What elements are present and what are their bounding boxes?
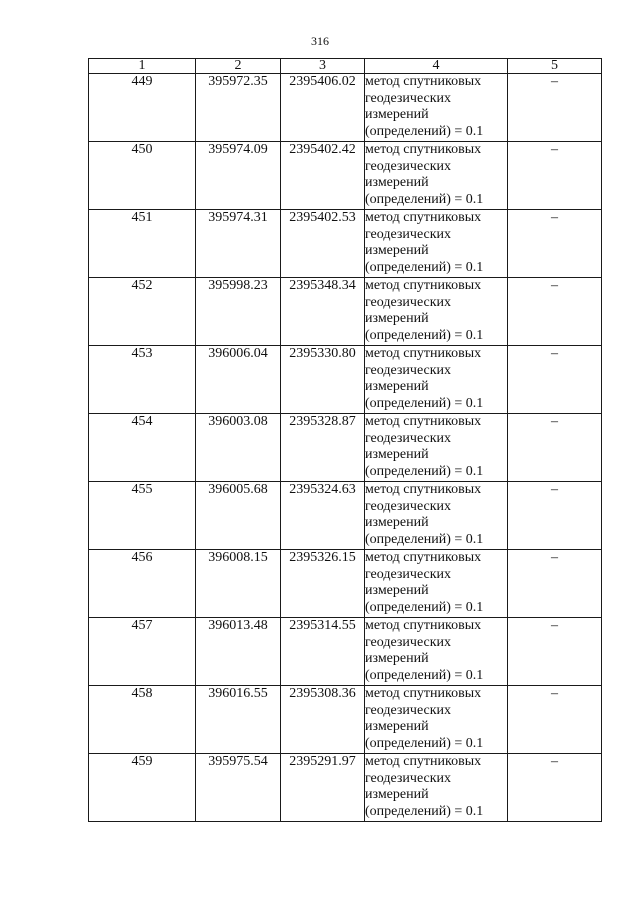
table-row (89, 142, 602, 210)
y-coordinate-cell: 2395308.36 (281, 686, 365, 754)
y-coordinate-cell: 2395324.63 (281, 482, 365, 550)
y-coordinate-cell: 2395348.34 (281, 278, 365, 346)
table-row (89, 346, 602, 414)
table-row (89, 482, 602, 550)
method-line: (определений) = 0.1 (365, 463, 484, 479)
x-coordinate-cell: 395974.09 (196, 142, 281, 210)
note-cell: – (508, 346, 602, 414)
method-cell (365, 210, 508, 278)
method-line: (определений) = 0.1 (365, 667, 484, 683)
method-line: метод спутниковых (365, 754, 482, 769)
method-line: измерений (365, 583, 429, 598)
note-cell: – (508, 686, 602, 754)
method-line: геодезических (365, 702, 452, 718)
method-line: геодезических (365, 294, 452, 310)
note-cell: – (508, 210, 602, 278)
method-line: метод спутниковых (365, 346, 482, 361)
x-coordinate-cell: 396006.04 (196, 346, 281, 414)
method-line: измерений (365, 787, 429, 802)
x-coordinate-cell: 396008.15 (196, 550, 281, 618)
point-number-cell: 457 (89, 618, 196, 686)
x-coordinate-cell: 396016.55 (196, 686, 281, 754)
method-line: (определений) = 0.1 (365, 395, 484, 411)
y-coordinate-cell: 2395402.42 (281, 142, 365, 210)
method-line: геодезических (365, 634, 452, 650)
method-line: геодезических (365, 566, 452, 582)
point-number-cell: 450 (89, 142, 196, 210)
table-row (89, 618, 602, 686)
method-line: измерений (365, 447, 429, 462)
method-line: измерений (365, 107, 429, 122)
method-line: (определений) = 0.1 (365, 803, 484, 819)
coordinates-table (88, 58, 602, 822)
method-line: (определений) = 0.1 (365, 259, 484, 275)
method-line: геодезических (365, 90, 452, 106)
note-cell: – (508, 414, 602, 482)
x-coordinate-cell: 395998.23 (196, 278, 281, 346)
column-header-1: 1 (89, 59, 196, 74)
method-line: (определений) = 0.1 (365, 599, 484, 615)
method-line: измерений (365, 175, 429, 190)
x-coordinate-cell: 396003.08 (196, 414, 281, 482)
method-line: (определений) = 0.1 (365, 735, 484, 751)
method-line: метод спутниковых (365, 618, 482, 633)
table-row (89, 210, 602, 278)
method-line: (определений) = 0.1 (365, 531, 484, 547)
method-cell (365, 686, 508, 754)
point-number-cell: 456 (89, 550, 196, 618)
note-cell: – (508, 142, 602, 210)
method-line: метод спутниковых (365, 482, 482, 497)
note-cell: – (508, 618, 602, 686)
method-cell (365, 414, 508, 482)
point-number-cell: 449 (89, 74, 196, 142)
point-number-cell: 458 (89, 686, 196, 754)
page-number: 316 (311, 34, 329, 48)
method-line: измерений (365, 651, 429, 666)
point-number-cell: 451 (89, 210, 196, 278)
method-line: метод спутниковых (365, 686, 482, 701)
method-cell (365, 618, 508, 686)
method-line: геодезических (365, 226, 452, 242)
method-line: геодезических (365, 498, 452, 514)
column-header-2: 2 (196, 59, 281, 74)
method-line: (определений) = 0.1 (365, 191, 484, 207)
method-line: геодезических (365, 158, 452, 174)
method-cell (365, 754, 508, 822)
method-cell (365, 346, 508, 414)
note-cell: – (508, 482, 602, 550)
method-line: измерений (365, 311, 429, 326)
y-coordinate-cell: 2395314.55 (281, 618, 365, 686)
y-coordinate-cell: 2395330.80 (281, 346, 365, 414)
note-cell: – (508, 754, 602, 822)
note-cell: – (508, 278, 602, 346)
table-row (89, 550, 602, 618)
method-cell (365, 74, 508, 142)
y-coordinate-cell: 2395406.02 (281, 74, 365, 142)
table-body (89, 74, 602, 822)
y-coordinate-cell: 2395291.97 (281, 754, 365, 822)
method-line: метод спутниковых (365, 550, 482, 565)
y-coordinate-cell: 2395326.15 (281, 550, 365, 618)
y-coordinate-cell: 2395402.53 (281, 210, 365, 278)
x-coordinate-cell: 395975.54 (196, 754, 281, 822)
table-row (89, 74, 602, 142)
column-header-4: 4 (365, 59, 508, 74)
point-number-cell: 454 (89, 414, 196, 482)
method-line: геодезических (365, 362, 452, 378)
method-line: (определений) = 0.1 (365, 327, 484, 343)
note-cell: – (508, 550, 602, 618)
table-row (89, 754, 602, 822)
y-coordinate-cell: 2395328.87 (281, 414, 365, 482)
point-number-cell: 453 (89, 346, 196, 414)
method-line: метод спутниковых (365, 142, 482, 157)
table-row (89, 686, 602, 754)
x-coordinate-cell: 395972.35 (196, 74, 281, 142)
point-number-cell: 452 (89, 278, 196, 346)
point-number-cell: 459 (89, 754, 196, 822)
method-line: измерений (365, 515, 429, 530)
table-row (89, 278, 602, 346)
point-number-cell: 455 (89, 482, 196, 550)
method-line: (определений) = 0.1 (365, 123, 484, 139)
method-line: геодезических (365, 770, 452, 786)
header-row (89, 59, 602, 74)
table-header (89, 59, 602, 74)
method-cell (365, 142, 508, 210)
method-line: метод спутниковых (365, 414, 482, 429)
method-cell (365, 550, 508, 618)
method-line: измерений (365, 719, 429, 734)
column-header-3: 3 (281, 59, 365, 74)
method-line: метод спутниковых (365, 278, 482, 293)
method-line: измерений (365, 243, 429, 258)
method-line: измерений (365, 379, 429, 394)
x-coordinate-cell: 396005.68 (196, 482, 281, 550)
note-cell: – (508, 74, 602, 142)
method-line: метод спутниковых (365, 210, 482, 225)
table-row (89, 414, 602, 482)
x-coordinate-cell: 396013.48 (196, 618, 281, 686)
column-header-5: 5 (508, 59, 602, 74)
method-line: геодезических (365, 430, 452, 446)
method-cell (365, 482, 508, 550)
x-coordinate-cell: 395974.31 (196, 210, 281, 278)
method-cell (365, 278, 508, 346)
method-line: метод спутниковых (365, 74, 482, 89)
